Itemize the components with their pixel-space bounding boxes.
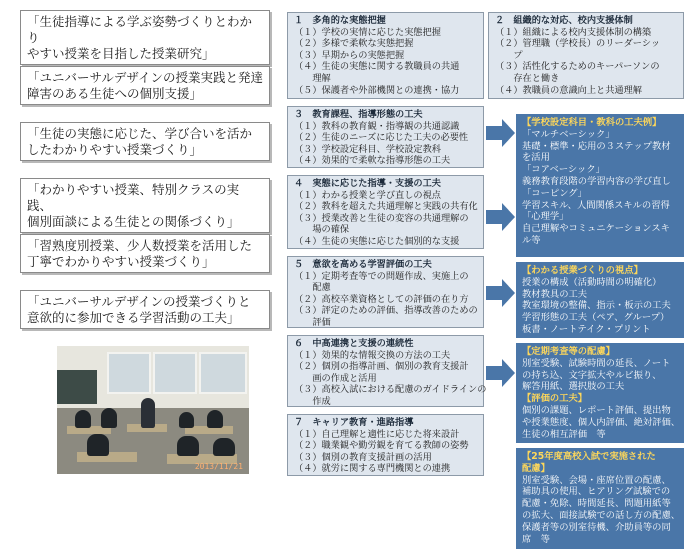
panel-item: （４）教職員の意識向上と共通理解	[495, 84, 642, 96]
panel-item: （２）職業観や勤労観を育てる教師の姿勢	[294, 440, 469, 452]
example-line: 義務教育段階の学習内容の学び直し	[522, 175, 671, 187]
panel-item: （３）高校入試における配慮のガイドラインの	[294, 384, 487, 396]
panel-title: ２ 組織的な対応、校内支援体制	[495, 15, 633, 26]
panel-item: 評価	[294, 316, 331, 328]
research-theme-6: 「ユニバーサルデザインの授業づくりと 意欲的に参加できる学習活動の工夫」	[20, 290, 270, 329]
panel-continuity	[287, 335, 487, 407]
example-heading: 【定期考査等の配慮】	[522, 346, 615, 357]
panel-item: （４）就労に関する専門機関との連携	[294, 463, 451, 475]
example-box-exams	[516, 343, 684, 443]
panel-title: １ 多角的な実態把握	[294, 15, 386, 26]
panel-item: （１）学校の実情に応じた実態把握	[294, 26, 441, 38]
example-line: 学習スキル、人間関係スキルの習得	[522, 199, 670, 211]
panel-item: （５）保護者や外部機関との連携・協力	[294, 84, 460, 96]
panel-item: （１）教科の教育観・指導観の共通認識	[294, 120, 460, 132]
example-line: 板書・ノートテイク・プリント	[522, 323, 651, 335]
panel-item: （３）活性化するためのキーパーソンの	[495, 61, 660, 73]
panel-item: （１）自己理解と適性に応じた将来設計	[294, 428, 460, 440]
example-line: 「コーピング」	[522, 187, 587, 199]
arrow-right-icon	[486, 202, 516, 232]
example-line: 保護者等の別室待機、介助員等の同	[522, 521, 671, 533]
panel-title: ５ 意欲を高める学習評価の工夫	[294, 259, 432, 270]
panel-item: 存在と働き	[495, 72, 560, 84]
example-line: 学習形態の工夫（ペア、グループ）	[522, 312, 670, 324]
example-line: 席 等	[522, 533, 550, 545]
research-theme-5: 「習熟度別授業、少人数授業を活用した 丁寧でわかりやすい授業づくり」	[20, 234, 270, 273]
research-theme-3: 「生徒の実態に応じた、学び合いを活か したわかりやすい授業づくり」	[20, 122, 270, 161]
panel-item: （３）授業改善と生徒の変容の共通理解の	[294, 212, 469, 224]
example-heading: 配慮】	[522, 462, 550, 474]
panel-item: （１）わかる授業と学び直しの視点	[294, 189, 441, 201]
panel-title: ６ 中高連携と支援の連続性	[294, 338, 414, 349]
panel-item: （３）個別の教育支援計画の活用	[294, 451, 432, 463]
panel-item: （３）学校設定科目、学校設定教科	[294, 143, 441, 155]
panel-item: （１）定期考査等での問題作成、実施上の	[294, 270, 469, 282]
example-heading: 【25年度高校入試で実施された	[522, 451, 656, 462]
panel-item: （２）教科を超えた共通理解と実践の共有化	[294, 201, 478, 213]
example-box-subjects	[516, 114, 684, 257]
panel-item: （２）高校卒業資格としての評価の在り方	[294, 293, 469, 305]
classroom-photo	[57, 346, 249, 474]
example-line: 別室受験、会場・座席位置の配慮、	[522, 474, 671, 486]
example-line: 生徒の相互評価 等	[522, 428, 606, 440]
example-line: 補助具の使用、ヒアリング試験での	[522, 486, 671, 498]
example-line: 「コアベーシック」	[522, 164, 605, 176]
panel-title: ７ キャリア教育・進路指導	[294, 417, 414, 428]
example-line: 配慮・免除、時間延長、問題用紙等	[522, 498, 671, 510]
example-line: の持ち込、文字拡大やルビ振り、	[522, 369, 662, 381]
example-line: や授業態度、個人内評価、絶対評価、	[522, 416, 681, 428]
panel-item: （４）生徒の実態に応じた個別的な支援	[294, 235, 460, 247]
example-heading: 【学校設定科目・教科の工夫例】	[522, 117, 662, 128]
panel-item: 配慮	[294, 282, 331, 294]
example-box-entrance-exam	[516, 448, 684, 549]
panel-item: （１）組織による校内支援体制の構築	[495, 26, 652, 38]
example-heading: 【評価の工夫】	[522, 393, 588, 405]
panel-item: （２）管理職（学校長）のリーダーシッ	[495, 38, 661, 50]
panel-item: （４）効果的で柔軟な指導形態の工夫	[294, 155, 451, 167]
panel-career	[287, 414, 484, 476]
example-line: ル等	[522, 234, 541, 246]
example-line: を活用	[522, 152, 550, 164]
panel-organization	[488, 12, 684, 99]
arrow-right-icon	[486, 278, 516, 308]
example-line: 「心理学」	[522, 211, 569, 223]
panel-curriculum	[287, 106, 484, 168]
example-line: 自己理解やコミュニケーションスキ	[522, 223, 670, 235]
panel-title: ３ 教育課程、指導形態の工夫	[294, 109, 423, 120]
example-line: 解答用紙、選択肢の工夫	[522, 381, 625, 393]
panel-item: （２）生徒のニーズに応じた工夫の必要性	[294, 132, 469, 144]
example-line: 基礎・標準・応用の３ステップ教材	[522, 140, 671, 152]
panel-title: ４ 実態に応じた指導・支援の工夫	[294, 178, 441, 189]
panel-item: （１）効果的な情報交換の方法の工夫	[294, 349, 451, 361]
research-theme-1: 「生徒指導による学ぶ姿勢づくりとわかり やすい授業を目指した授業研究」	[20, 10, 270, 65]
example-line: 授業の構成（活動時間の明確化）	[522, 276, 662, 288]
panel-item: 理解	[294, 72, 331, 84]
panel-item: 作成	[294, 395, 331, 407]
panel-item: （３）早期からの実態把握	[294, 49, 405, 61]
panel-item: （２）多様で柔軟な実態把握	[294, 38, 414, 50]
research-theme-4: 「わかりやすい授業、特別クラスの実践、 個別面談による生徒との関係づくり」	[20, 178, 270, 233]
panel-item: （４）生徒の実態に関する教職員の共通	[294, 61, 460, 73]
panel-assessment	[287, 12, 484, 99]
example-line: 「マルチベーシック」	[522, 128, 615, 140]
panel-item: （２）個別の指導計画、個別の教育支援計	[294, 361, 469, 373]
panel-evaluation	[287, 256, 484, 328]
research-theme-2: 「ユニバーサルデザインの授業実践と発達 障害のある生徒への個別支援」	[20, 66, 270, 105]
arrow-right-icon	[486, 358, 516, 388]
example-line: 個別の課題、レポート評価、提出物	[522, 404, 671, 416]
panel-item: （３）評定のための評価、指導改善のための	[294, 305, 478, 317]
panel-item: 場の確保	[294, 224, 350, 236]
arrow-right-icon	[486, 118, 516, 148]
example-line: 別室受験、試験時間の延長、ノート	[522, 357, 671, 369]
panel-item: 画の作成と活用	[294, 372, 377, 384]
photo-date-stamp: 2013/11/21	[194, 462, 243, 471]
example-box-lessons	[516, 262, 684, 338]
example-line: 教室環境の整備、指示・板示の工夫	[522, 300, 671, 312]
panel-instruction	[287, 175, 484, 249]
example-line: 教材教具の工夫	[522, 288, 588, 300]
example-heading: 【わかる授業づくりの視点】	[522, 265, 643, 276]
example-line: の拡大、面接試験での話し方の配慮、	[522, 509, 681, 521]
panel-item: プ	[495, 49, 523, 61]
